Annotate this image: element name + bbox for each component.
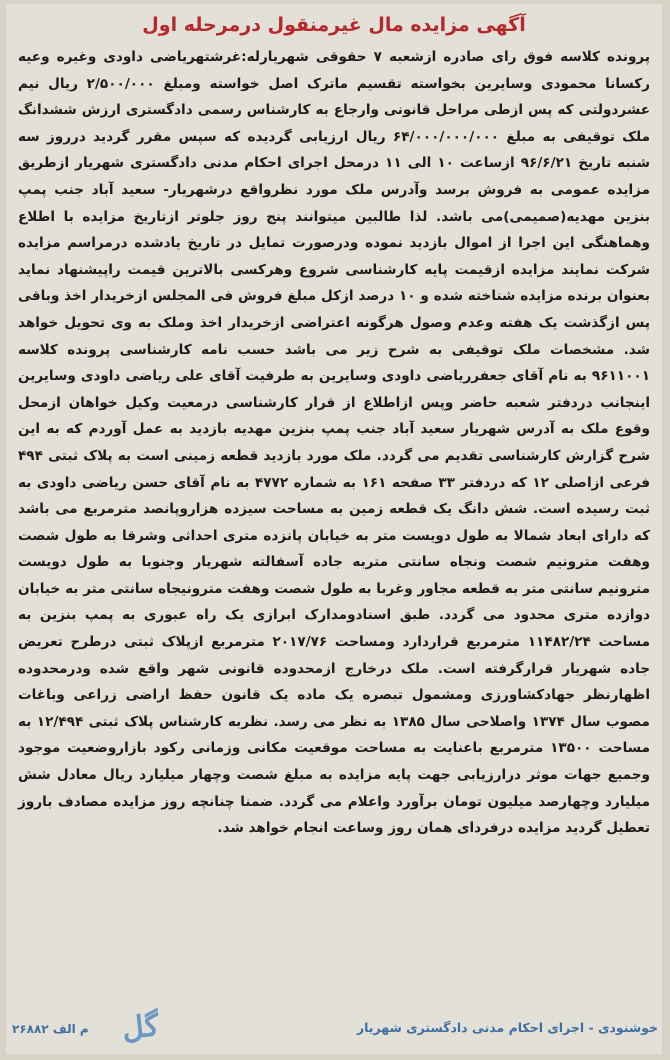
notice-body: پرونده کلاسه فوق رای صادره ازشعبه ۷ حقوقی شهریارله:غرشتهریاضی داودی وغیره وعیه رکسانا محمودی وسایرین بخواسته تقسیم ماترک اصل خواسته ومبلغ ۲/۵۰۰/۰۰۰ ریال نیم عشردولتی که پس ازطی مراحل قانونی وارجاع به کارشناس رسمی دادگستری ارزش ششدانگ ملک توقیفی به مبلغ ۶۴/۰۰۰/۰۰۰/۰۰۰ ریال ارزیابی گردیده که سپس مقرر گردید درروز سه شنبه تاریخ ۹۶/۶/۲۱ ازساعت ۱۰ الی ۱۱ درمحل اجرای احکام مدنی دادگستری شهریار ازطریق مزایده عمومی به فروش برسد وآدرس ملک مورد نظرواقع درشهریار- سعید آباد جنب پمپ بنزین مهدیه(صمیمی)می باشد. لذا طالبین میتوانند پنج روز جلوتر ازتاریخ مزایده با اطلاع وهماهنگی این اجرا از اموال بازدید نموده ودرصورت تمایل در تاریخ یادشده درمراسم مزایده شرکت نمایند مزایده ازقیمت پایه کارشناسی شروع وهرکسی بالاترین قیمت راپیشنهاد نماید بعنوان برنده مزایده شناخته شده و ۱۰ درصد ازکل مبلغ فروش فی المجلس ازخریدار اخذ وباقی پس ازگذشت یک هفته وعدم وصول هرگونه اعتراضی ازخریدار اخذ وملک به وی تحویل خواهد شد. مشخصات ملک توقیفی به شرح زیر می باشد حسب نامه کارشناسی پرونده کلاسه ۹۶۱۱۰۰۱ به نام آقای جعفرریاضی داودی وسایرین به طرفیت آقای علی ریاضی داودی وسایرین اینجانب دردفتر شعبه حاضر وپس ازاطلاع از قرار کارشناسی درمعیت وکیل خواهان ازمحل وقوع ملک به آدرس شهریار سعید آباد جنب پمپ بنزین مهدیه بازدید به عمل آوردم که به این شرح گزارش کارشناسی تقدیم می گردد. ملک مورد بازدید قطعه زمینی است به پلاک ثبتی ۴۹۴ فرعی ازاصلی ۱۲ که دردفتر ۳۳ صفحه ۱۶۱ به شماره ۴۷۷۲ به نام آقای حسن ریاضی داودی به ثبت رسیده است. شش دانگ یک قطعه زمین به مساحت سیزده هزاروپانصد مترمربع می باشد که دارای ابعاد شمالا به طول دویست متر به خیابان پانزده متری احداثی وشرقا به طول شصت وهفت مترونیم شصت ونجاه سانتی متربه جاده آسفالته شهریار وجنوبا به طول دویست مترونیم سانتی متر به قطعه مجاور وغربا به طول شصت وهفت مترونیجاه سانتی متر به خیابان دوازده متری محدود می گردد. طبق اسنادومدارک ابرازی یک راه عبوری به پمپ بنزین به مساحت ۱۱۴۸۲/۲۴ مترمربع قراردارد ومساحت ۲۰۱۷/۷۶ مترمربع ازپلاک ثبتی درطرح تعریض جاده شهریار قرارگرفته است. ملک درخارج ازمحدوده قانونی شهر واقع شده ودرمحدوده اظهارنظر جهادکشاورزی ومشمول تبصره یک ماده یک قانون حفظ اراضی زراعی وباغات مصوب سال ۱۳۷۴ واصلاحی سال ۱۳۸۵ به نظر می رسد. نظربه کارشناس پلاک ثبتی ۱۲/۴۹۴ به مساحت ۱۳۵۰۰ مترمربع باعنایت به مساحت موقعیت مکانی وزمانی رکود بازاروضعیت موجود وجمیع جهات موثر درارزیابی جهت پایه مزایده به مبلغ شصت وچهار میلیارد ریال معادل شش میلیارد وچهارصد میلیون تومان برآورد واعلام می گردد. ضمنا چنانچه روز مزایده مصادف باروز تعطیل گردید مزایده درفردای همان روز وساعت انجام خواهد شد.: [18, 49, 650, 837]
handwritten-stamp: گل: [120, 1008, 161, 1047]
newspaper-clipping: [6, 4, 662, 1054]
reference-code: م الف ۲۶۸۸۲: [12, 1022, 89, 1036]
notice-title: آگهی مزایده مال غیرمنقول درمرحله اول: [142, 14, 526, 36]
notice-footer: [12, 1008, 658, 1047]
signature-line: خوشنودی - اجرای احکام مدنی دادگستری شهریار: [356, 1020, 658, 1035]
